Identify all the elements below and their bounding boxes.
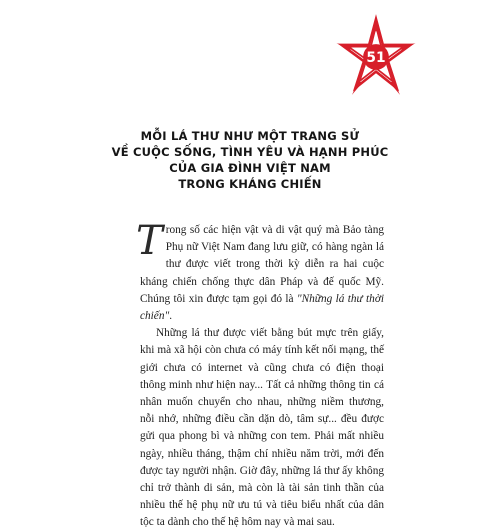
paragraph-1-text: rong số các hiện vật và di vật quý mà Bảo tàng Phụ nữ Việt Nam đang lưu giữ, có hàng ngàn lá thư được viết trong thời kỳ diễn ra hai cuộc kháng chiến chống thực dân Pháp và đế quốc Mỹ. Chúng tôi xin được tạm gọi đó là <box>140 224 384 305</box>
star-emblem-icon <box>333 14 419 100</box>
title-line-1: MỖI LÁ THƯ NHƯ MỘT TRANG SỬ <box>140 129 360 143</box>
body-text <box>136 218 384 532</box>
title-line-4: TRONG KHÁNG CHIẾN <box>178 177 322 191</box>
paragraph-2: Những lá thư được viết bằng bút mực trên giấy, khi mà xã hội còn chưa có máy tính kết nối mạng, thế giới chưa có internet và cũng chưa có điện thoại thông minh như hiện nay... Tất cả những thông tin cá nhân muốn chuyển cho nhau, những niềm thương, nỗi nhớ, những điều cần dặn dò, tâm sự... đều được gửi qua phong bì và những con tem. Phải mất nhiều ngày, nhiều tháng, thậm chí nhiều năm trời, mới đến được tay người nhận. Giờ đây, những lá thư ấy không chỉ trở thành di sản, mà còn là tài sản tinh thần của nhiều thế hệ phụ nữ ưu tú và tiêu biểu nhất của dân tộc ta dành cho thế hệ hôm nay và mai sau. <box>140 327 384 529</box>
paragraph-1 <box>136 218 384 325</box>
chapter-title <box>100 128 400 192</box>
title-line-2: VỀ CUỘC SỐNG, TÌNH YÊU VÀ HẠNH PHÚC <box>111 145 389 159</box>
paragraph-1-end: . <box>169 310 173 323</box>
title-line-3: CỦA GIA ĐÌNH VIỆT NAM <box>169 161 331 175</box>
emblem-label: 51 <box>366 50 386 67</box>
paragraph-1-quote: "Những lá thư thời chiến" <box>140 292 384 323</box>
drop-cap: T <box>136 218 163 264</box>
